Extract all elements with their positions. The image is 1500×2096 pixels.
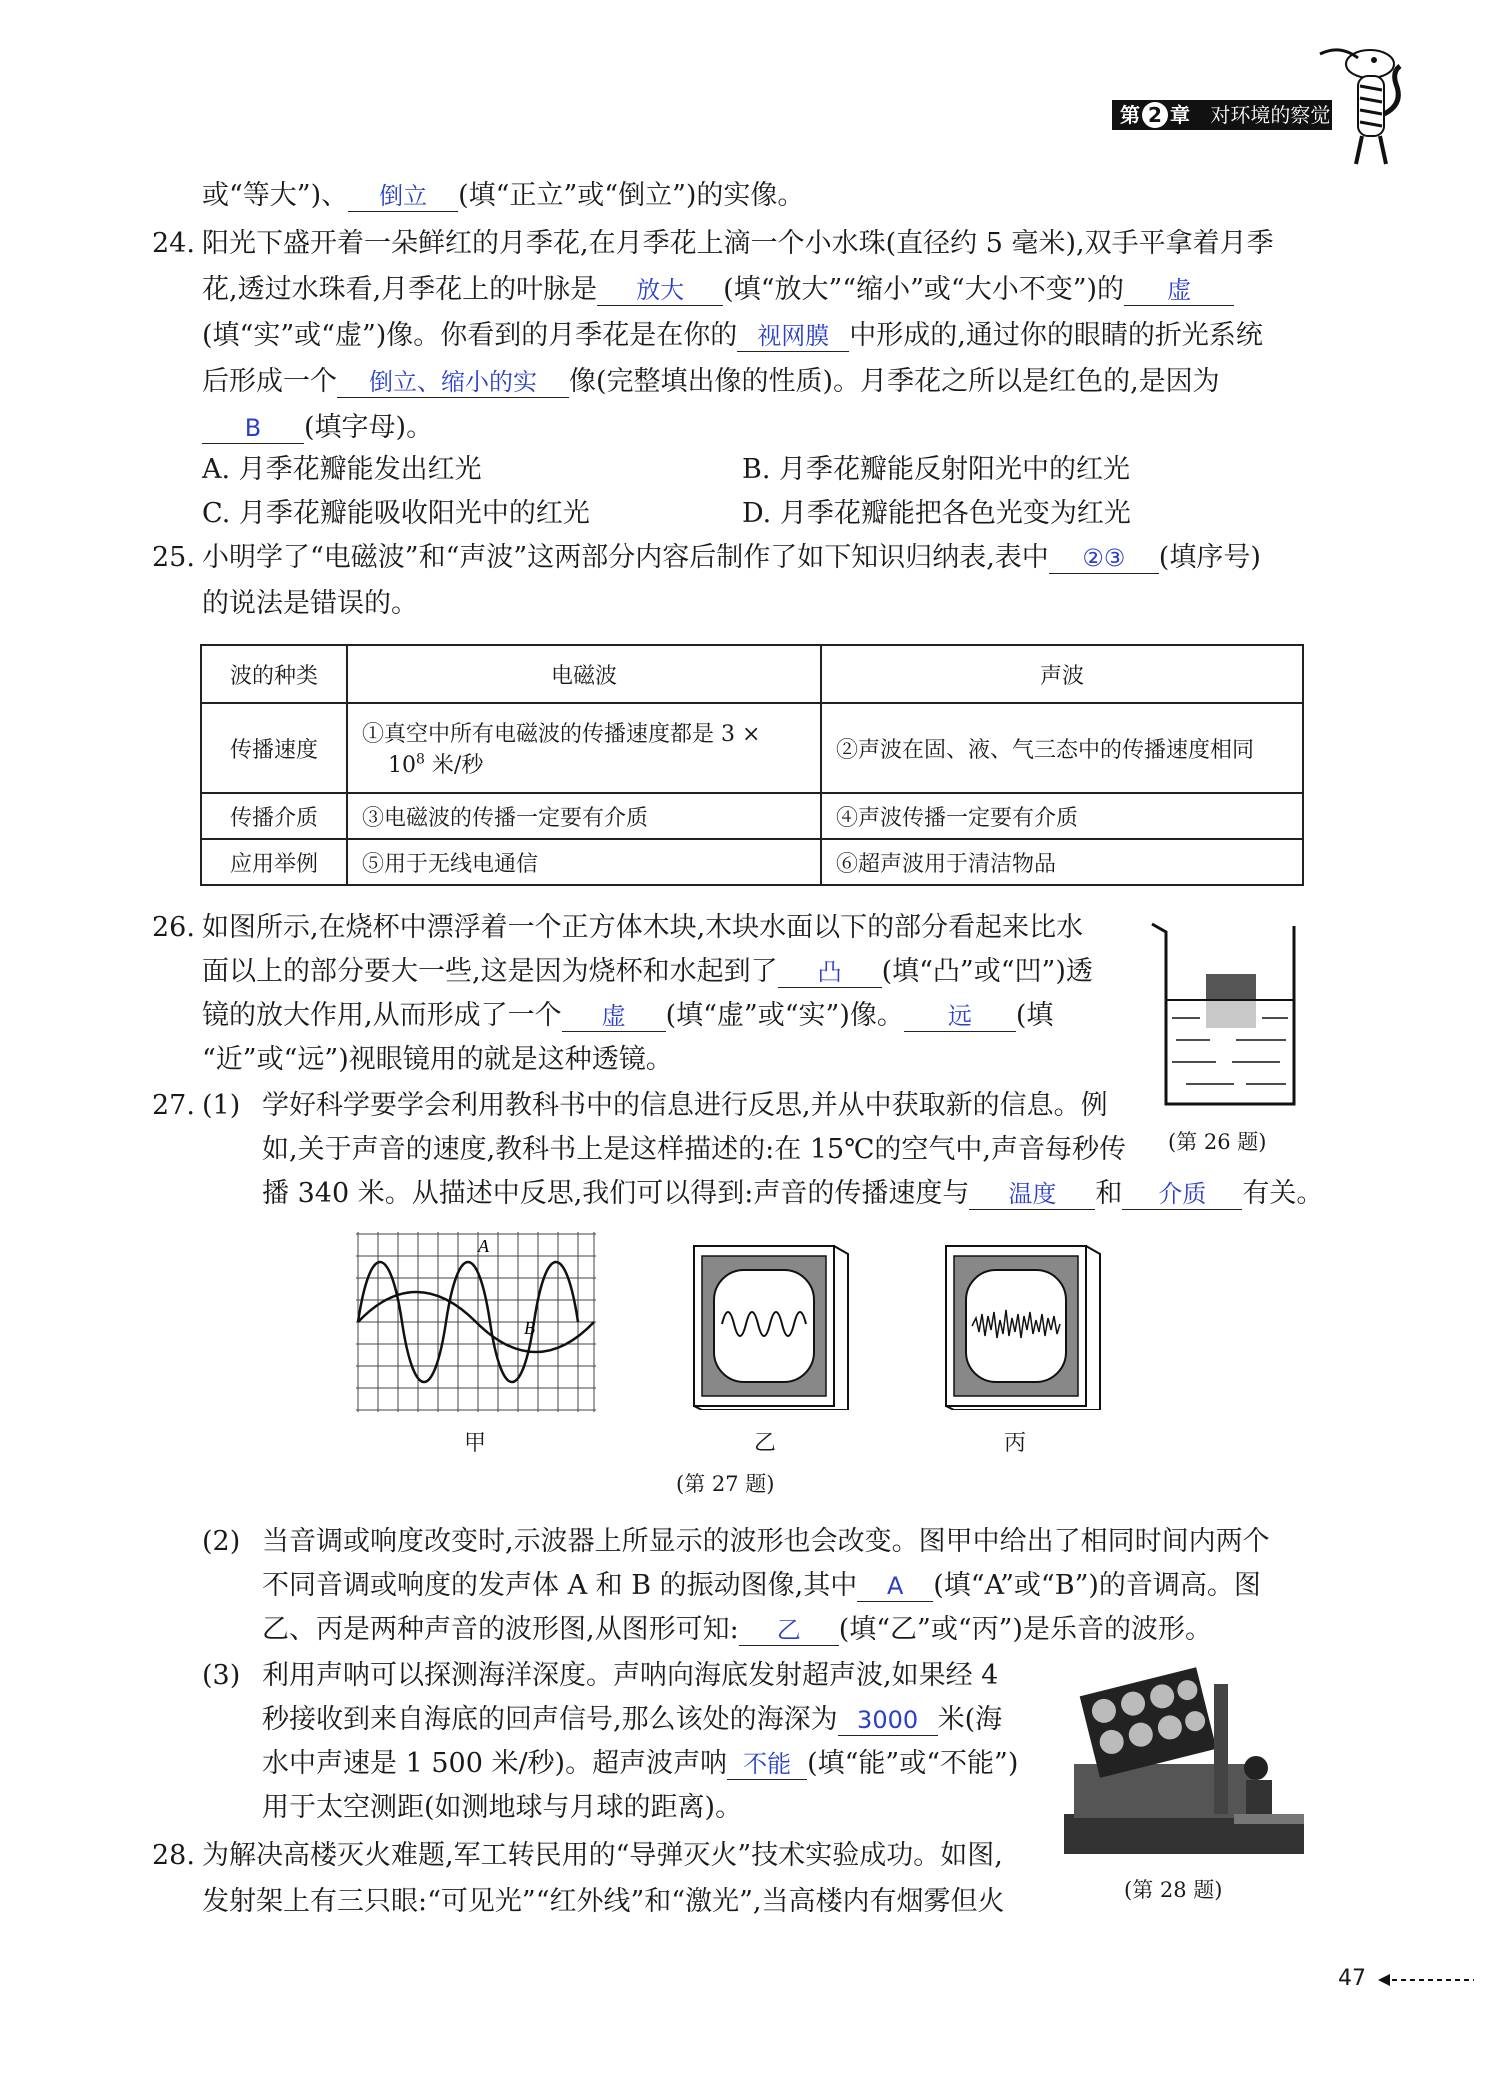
answer-blank: 倒立 [348, 181, 458, 212]
q24-line5 [202, 406, 433, 450]
figure-caption: (第 26 题) [1168, 1130, 1267, 1154]
cell-text: 米/秒 [424, 753, 484, 778]
table-cell: ④声波传播一定要有介质 [821, 793, 1303, 839]
part-label: (3) [202, 1660, 241, 1691]
text: (填“虚”或“实”)像。 [665, 1000, 904, 1031]
table-cell: ③电磁波的传播一定要有介质 [347, 793, 821, 839]
option-c: C. 月季花瓣能吸收阳光中的红光 [202, 498, 590, 529]
figure-label-jia: 甲 [464, 1431, 487, 1456]
answer-blank: ②③ [1049, 543, 1159, 574]
text: 乙、丙是两种声音的波形图,从图形可知: [262, 1614, 739, 1645]
text: 镜的放大作用,从而形成了一个 [202, 1000, 562, 1031]
answer-blank: 乙 [739, 1615, 839, 1646]
text: (填序号) [1158, 542, 1261, 573]
q26-line3 [202, 994, 1053, 1038]
answer-blank: 不能 [727, 1749, 807, 1780]
q26-line1: 如图所示,在烧杯中漂浮着一个正方体木块,木块水面以下的部分看起来比水 [202, 912, 1084, 943]
wave-label-a: A [478, 1236, 489, 1256]
answer-blank: 放大 [597, 275, 723, 306]
text: 秒接收到来自海底的回声信号,那么该处的海深为 [262, 1704, 838, 1735]
q27-line4: 当音调或响度改变时,示波器上所显示的波形也会改变。图甲中给出了相同时间内两个 [262, 1526, 1270, 1557]
answer-blank: 虚 [562, 1001, 666, 1032]
option-a: A. 月季花瓣能发出红光 [202, 454, 482, 485]
figure-bing-oscilloscope [944, 1244, 1102, 1410]
answer-blank: 介质 [1122, 1179, 1242, 1210]
text: 米(海 [937, 1704, 1003, 1735]
answer-blank: 倒立、缩小的实 [337, 367, 569, 398]
cell-text: ①真空中所有电磁波的传播速度都是 3 × [362, 722, 761, 747]
q24-line4 [202, 360, 1220, 404]
figure-caption: (第 28 题) [1124, 1878, 1223, 1902]
answer-blank: A [857, 1571, 933, 1602]
figure-label-yi: 乙 [754, 1431, 777, 1456]
text: (填“正立”或“倒立”)的实像。 [458, 180, 805, 211]
continuation-line [202, 174, 804, 218]
table-header-cell: 电磁波 [347, 645, 821, 703]
chapter-suffix: 章 [1170, 103, 1190, 127]
answer-blank: 远 [904, 1001, 1016, 1032]
text: 或“等大”)、 [202, 180, 349, 211]
question-number: 25. [152, 542, 195, 573]
text: 后形成一个 [202, 366, 337, 397]
q25-line2: 的说法是错误的。 [202, 588, 418, 619]
tiger-mascot [1300, 24, 1410, 174]
part-label: (1) [202, 1090, 241, 1121]
q27-line7: 利用声呐可以探测海洋深度。声呐向海底发射超声波,如果经 4 [262, 1660, 999, 1691]
q26-line4: “近”或“远”)视眼镜用的就是这种透镜。 [202, 1044, 673, 1075]
q25-line1 [202, 536, 1261, 580]
question-number: 28. [152, 1840, 195, 1871]
q27-line3 [262, 1172, 1323, 1216]
question-number: 27. [152, 1090, 195, 1121]
page-arrow-decoration [1376, 1972, 1474, 1986]
q24-line3 [202, 314, 1263, 358]
figure-yi-oscilloscope [692, 1244, 850, 1410]
text: 花,透过水珠看,月季花上的叶脉是 [202, 274, 598, 305]
q27-line6 [262, 1608, 1212, 1652]
question-number: 24. [152, 228, 195, 259]
part-label: (2) [202, 1526, 241, 1557]
text: (填“放大”“缩小”或“大小不变”)的 [723, 274, 1125, 305]
table-cell: 传播速度 [201, 703, 347, 793]
q28-line2: 发射架上有三只眼:“可见光”“红外线”和“激光”,当高楼内有烟雾但火 [202, 1886, 1005, 1917]
text: 不同音调或响度的发声体 A 和 B 的振动图像,其中 [262, 1570, 858, 1601]
q24-line2 [202, 268, 1234, 312]
text: 和 [1095, 1178, 1123, 1209]
text: (填“乙”或“丙”)是乐音的波形。 [838, 1614, 1212, 1645]
knowledge-table [200, 644, 1304, 886]
text: (填“实”或“虚”)像。你看到的月季花是在你的 [202, 320, 738, 351]
answer-blank: 3000 [838, 1705, 938, 1736]
table-cell: ⑥超声波用于清洁物品 [821, 839, 1303, 885]
answer-blank: 温度 [969, 1179, 1095, 1210]
text: (填“凸”或“凹”)透 [881, 956, 1093, 987]
beaker-figure [1146, 918, 1306, 1114]
question-number: 26. [152, 912, 195, 943]
text: (填“能”或“不能”) [807, 1748, 1019, 1779]
wave-label-b: B [524, 1318, 535, 1338]
figure-jia-waveforms [356, 1232, 596, 1412]
answer-blank: 虚 [1124, 275, 1234, 306]
option-d: D. 月季花瓣能把各色光变为红光 [742, 498, 1131, 529]
q24-line1: 阳光下盛开着一朵鲜红的月季花,在月季花上滴一个小水珠(直径约 5 毫米),双手平拿着月季 [202, 228, 1274, 259]
text: 播 340 米。从描述中反思,我们可以得到:声音的传播速度与 [262, 1178, 970, 1209]
chapter-title: 对环境的察觉 [1210, 103, 1331, 127]
table-cell: ②声波在固、液、气三态中的传播速度相同 [821, 703, 1303, 793]
table-cell: ⑤用于无线电通信 [347, 839, 821, 885]
q27-line9 [262, 1742, 1018, 1786]
q27-line10: 用于太空测距(如测地球与月球的距离)。 [262, 1792, 743, 1823]
table-cell: 传播介质 [201, 793, 347, 839]
chapter-header [1112, 100, 1332, 130]
chapter-prefix: 第 [1120, 103, 1140, 127]
q26-line2 [202, 950, 1093, 994]
text: 面以上的部分要大一些,这是因为烧杯和水起到了 [202, 956, 778, 987]
q27-line2: 如,关于声音的速度,教科书上是这样描述的:在 15℃的空气中,声音每秒传 [262, 1134, 1126, 1165]
text: 水中声速是 1 500 米/秒)。超声波声呐 [262, 1748, 728, 1779]
table-cell [347, 703, 821, 793]
table-cell: 应用举例 [201, 839, 347, 885]
cell-text: 10 [388, 753, 416, 778]
table-header-cell: 声波 [821, 645, 1303, 703]
exponent: 8 [416, 751, 425, 768]
figure-label-bing: 丙 [1004, 1431, 1027, 1456]
q27-line1: 学好科学要学会利用教科书中的信息进行反思,并从中获取新的信息。例 [262, 1090, 1108, 1121]
answer-blank: B [202, 413, 304, 444]
q27-line8 [262, 1698, 1002, 1742]
text: 中形成的,通过你的眼睛的折光系统 [849, 320, 1263, 351]
page-number: 47 [1338, 1966, 1366, 1991]
table-header-cell: 波的种类 [201, 645, 347, 703]
missile-launcher-photo [1064, 1664, 1304, 1854]
option-b: B. 月季花瓣能反射阳光中的红光 [742, 454, 1131, 485]
figure-caption: (第 27 题) [676, 1472, 775, 1496]
answer-blank: 凸 [778, 957, 882, 988]
text: 小明学了“电磁波”和“声波”这两部分内容后制作了如下知识归纳表,表中 [202, 542, 1049, 573]
text: (填 [1015, 1000, 1054, 1031]
text: (填字母)。 [304, 412, 434, 443]
answer-blank: 视网膜 [737, 321, 849, 352]
q27-line5 [262, 1564, 1261, 1608]
text: (填“A”或“B”)的音调高。图 [933, 1570, 1261, 1601]
chapter-number: 2 [1142, 102, 1168, 128]
q28-line1: 为解决高楼灭火难题,军工转民用的“导弹灭火”技术实验成功。如图, [202, 1840, 1003, 1871]
text: 有关。 [1242, 1178, 1324, 1209]
text: 像(完整填出像的性质)。月季花之所以是红色的,是因为 [569, 366, 1220, 397]
